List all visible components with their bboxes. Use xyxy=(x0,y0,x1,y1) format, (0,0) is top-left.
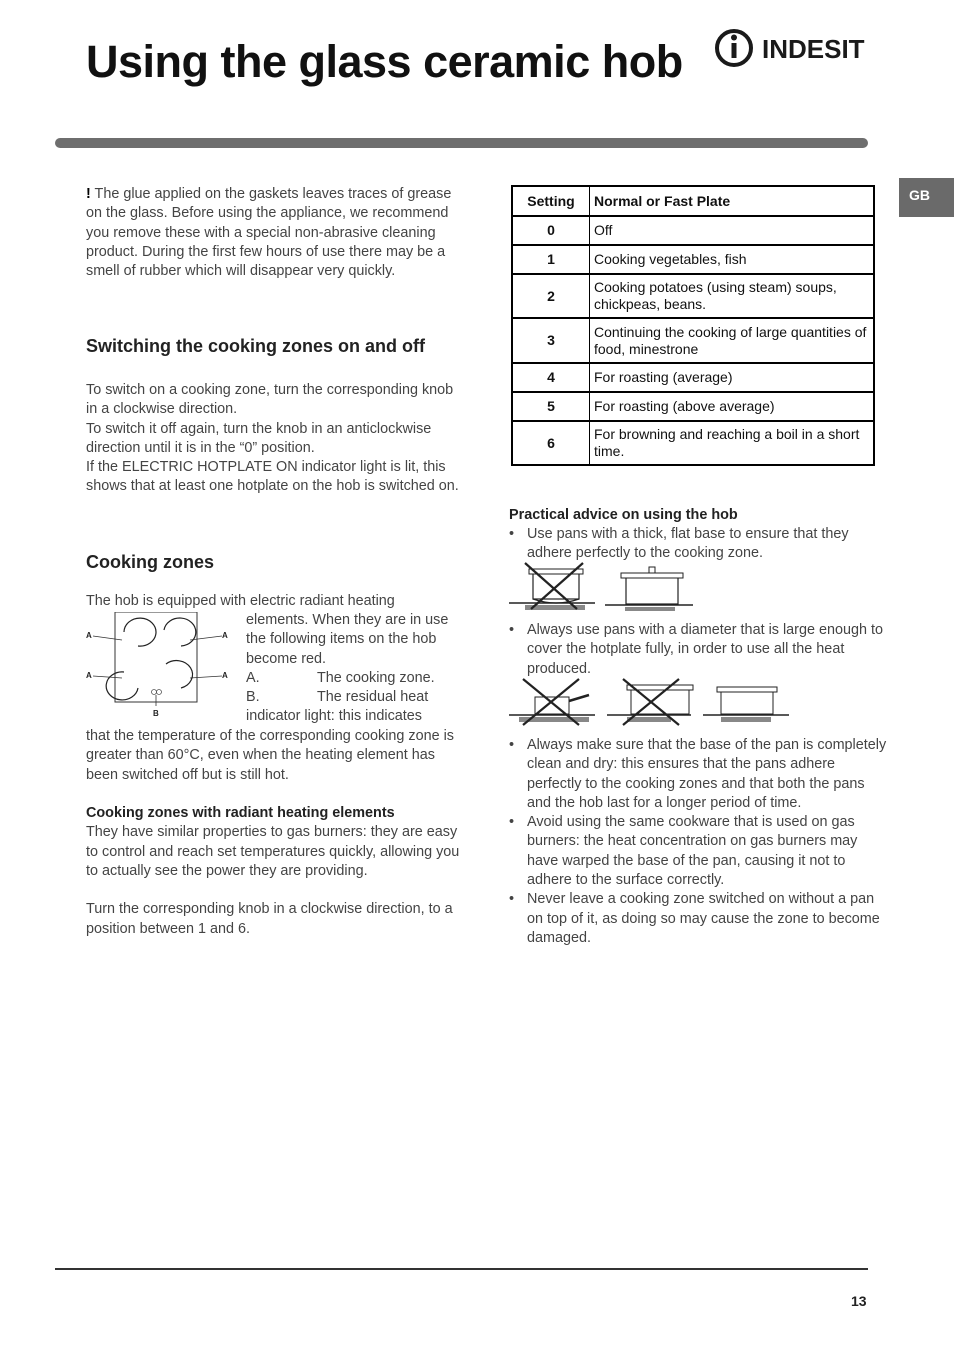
cooking-zones-heading: Cooking zones xyxy=(86,552,215,572)
setting-desc: Cooking potatoes (using steam) soups, chickpeas, beans. xyxy=(590,274,875,318)
brand-wordmark: INDESIT xyxy=(762,34,865,64)
zone-key-a: A. xyxy=(246,669,260,686)
setting-desc: For roasting (above average) xyxy=(590,392,875,421)
switching-p2: To switch it off again, turn the knob in an anticlockwise direction until it is in the “0” position. xyxy=(86,420,432,456)
pan-illustration-2 xyxy=(509,677,794,727)
intro-text: The glue applied on the gaskets leaves traces of grease on the glass. Before using the appliance, we recommend you remove these with a special non-abrasive cleaning product. During the first few hours of use there may be a smell of rubber which will disappear very quickly. xyxy=(86,186,452,280)
table-row xyxy=(512,245,874,274)
switching-text xyxy=(86,381,468,497)
setting-desc: Off xyxy=(590,216,875,245)
footer-rule xyxy=(55,1268,868,1270)
table-row xyxy=(512,363,874,392)
table-row xyxy=(512,421,874,465)
advice-heading-block xyxy=(509,506,889,525)
indesit-logo-icon xyxy=(714,27,870,71)
setting-desc: For browning and reaching a boil in a short time. xyxy=(590,421,875,465)
setting-value: 0 xyxy=(512,216,590,245)
header-rule xyxy=(55,138,868,148)
settings-table xyxy=(511,185,875,466)
radiant-section xyxy=(86,804,461,939)
advice-item-1 xyxy=(509,525,889,564)
intro-paragraph xyxy=(86,185,456,281)
setting-desc: Cooking vegetables, fish xyxy=(590,245,875,274)
warning-mark: ! xyxy=(86,186,91,202)
brand-logo xyxy=(714,27,870,76)
table-row xyxy=(512,216,874,245)
table-row xyxy=(512,392,874,421)
setting-value: 3 xyxy=(512,318,590,363)
advice-items-rest xyxy=(509,736,889,948)
setting-value: 5 xyxy=(512,392,590,421)
setting-desc: Continuing the cooking of large quantities of food, minestrone xyxy=(590,318,875,363)
page-number: 13 xyxy=(851,1293,867,1309)
table-header-plate: Normal or Fast Plate xyxy=(590,186,875,216)
radiant-p2: Turn the corresponding knob in a clockwise direction, to a position between 1 and 6. xyxy=(86,901,453,937)
setting-desc: For roasting (average) xyxy=(590,363,875,392)
table-row xyxy=(512,318,874,363)
radiant-p1: They have similar properties to gas burners: they are easy to control and reach set temperatures quickly, allowing you to actually see the power they are providing. xyxy=(86,824,460,879)
zones-rest: that the temperature of the corresponding cooking zone is greater than 60°C, even when the heating element has been switched off but is still hot. xyxy=(86,728,454,783)
setting-value: 6 xyxy=(512,421,590,465)
list-item: • Avoid using the same cookware that is used on gas burners: the heat concentration on gas burners may have warped the base of the pan, causing it not to adhere to the surface correctly. xyxy=(509,813,889,890)
zone-text-b: The residual heat xyxy=(317,689,429,706)
setting-value: 2 xyxy=(512,274,590,318)
radiant-heading: Cooking zones with radiant heating elements xyxy=(86,805,395,821)
switching-heading: Switching the cooking zones on and off xyxy=(86,336,425,356)
advice-heading: Practical advice on using the hob xyxy=(509,507,738,523)
advice-item-2 xyxy=(509,621,889,679)
setting-value: 4 xyxy=(512,363,590,392)
language-tab: GB xyxy=(899,178,954,217)
switching-p3: If the ELECTRIC HOTPLATE ON indicator light is lit, this shows that at least one hotplate on the hob is switched on. xyxy=(86,459,459,495)
pan-illustration-1 xyxy=(509,561,699,611)
zones-side: elements. When they are in use the following items on the hob become red. xyxy=(246,612,449,667)
zone-text-a: The cooking zone. xyxy=(317,669,435,686)
setting-value: 1 xyxy=(512,245,590,274)
diagram-label-a: A xyxy=(222,671,228,680)
zones-line1: The hob is equipped with electric radiant heating xyxy=(86,593,395,609)
table-header-setting: Setting xyxy=(512,186,590,216)
diagram-label-a: A xyxy=(86,671,92,680)
list-item: • Use pans with a thick, flat base to ensure that they adhere perfectly to the cooking zone. xyxy=(509,525,889,564)
list-item: • Always use pans with a diameter that is large enough to cover the hotplate fully, in order to use all the heat produced. xyxy=(509,621,889,679)
zone-key-b: B. xyxy=(246,689,260,706)
page-title: Using the glass ceramic hob xyxy=(86,36,683,87)
diagram-label-a: A xyxy=(222,631,228,640)
table-row xyxy=(512,274,874,318)
diagram-label-a: A xyxy=(86,631,92,640)
zone-text-b-cont: indicator light: this indicates xyxy=(246,708,422,725)
hob-diagram xyxy=(86,612,236,720)
zones-side-text xyxy=(246,611,466,727)
switching-p1: To switch on a cooking zone, turn the corresponding knob in a clockwise direction. xyxy=(86,382,454,418)
diagram-label-b: B xyxy=(153,709,159,718)
list-item: • Always make sure that the base of the pan is completely clean and dry: this ensures that the pans adhere perfectly to the cooking zones and that both the pans and the hob last for a longer period of time. xyxy=(509,736,889,813)
list-item: • Never leave a cooking zone switched on without a pan on top of it, as doing so may cause the zone to become damaged. xyxy=(509,890,889,948)
